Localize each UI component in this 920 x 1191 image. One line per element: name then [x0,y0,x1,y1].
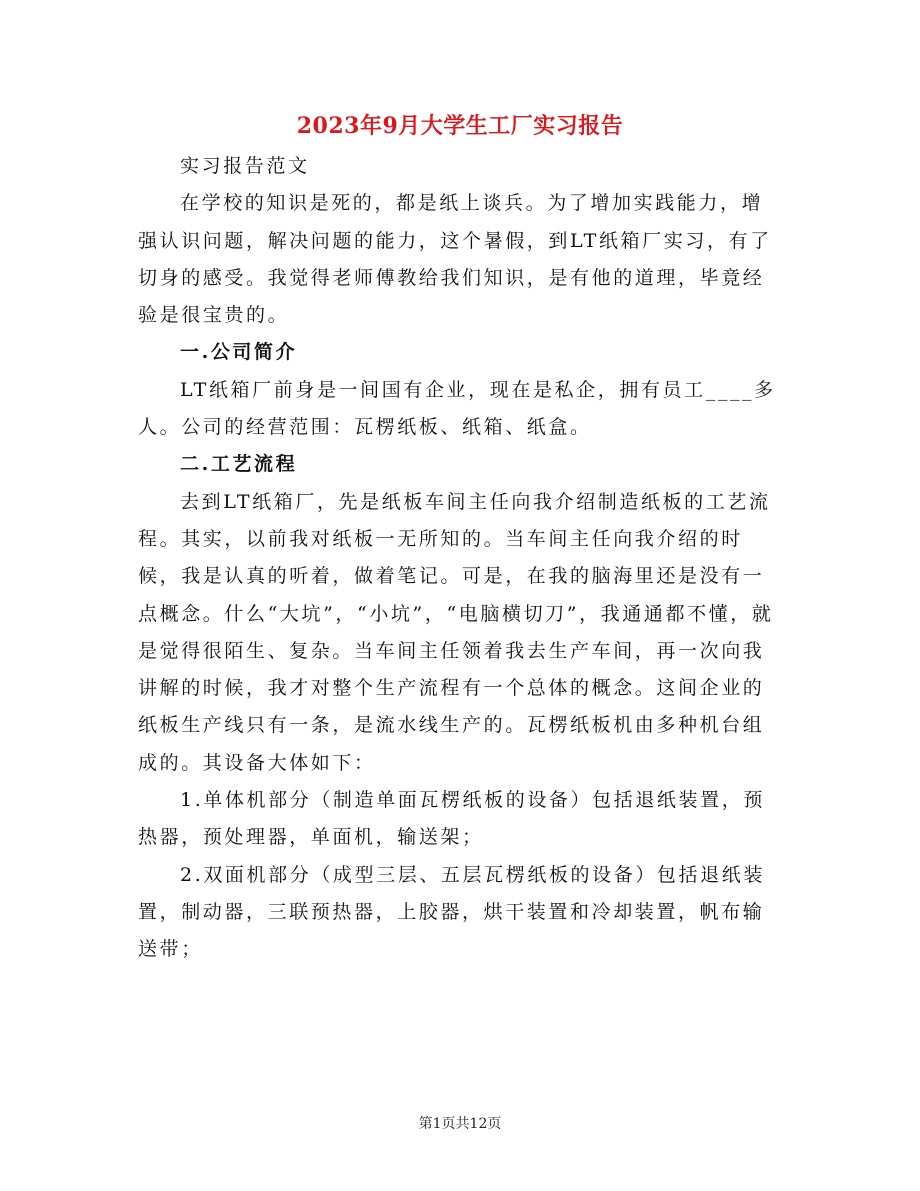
list-item-double-machine: 2.双面机部分（成型三层、五层瓦楞纸板的设备）包括退纸装置，制动器，三联预热器，上胶器，烘干装置和冷却装置，帆布输送带； [138,863,765,961]
process-paragraph: 去到LT纸箱厂，先是纸板车间主任向我介绍制造纸板的工艺流程。其实，以前我对纸板一无所知的。当车间主任向我介绍的时候，我是认真的听着，做着笔记。可是，在我的脑海里还是没有一点概念。什么“大坑”，“小坑”，“电脑横切刀”，我通通都不懂，就是觉得很陌生、复杂。当车间主任领着我去生产车间，再一次向我讲解的时候，我才对整个生产流程有一个总体的概念。这间企业的纸板生产线只有一条，是流水线生产的。瓦楞纸板机由多种机台组成的。其设备大体如下： [138,490,774,774]
section-heading-process: 二.工艺流程 [180,453,298,476]
section-heading-company: 一.公司简介 [180,341,298,364]
document-body [138,148,778,969]
page-number-footer: 第1页共12页 [418,1116,502,1132]
intro-paragraph: 在学校的知识是死的，都是纸上谈兵。为了增加实践能力，增强认识问题，解决问题的能力，这个暑假，到LT纸箱厂实习，有了切身的感受。我觉得老师傅教给我们知识，是有他的道理，毕竟经验是很宝贵的。 [138,192,772,327]
subtitle-paragraph: 实习报告范文 [180,155,310,177]
list-item-single-machine: 1.单体机部分（制造单面瓦楞纸板的设备）包括退纸装置，预热器，预处理器，单面机，输送架； [138,789,765,849]
document-title: 2023年9月大学生工厂实习报告 [296,113,624,139]
company-paragraph: LT纸箱厂前身是一间国有企业，现在是私企，拥有员工____多人。公司的经营范围：瓦楞纸板、纸箱、纸盒。 [138,378,776,439]
